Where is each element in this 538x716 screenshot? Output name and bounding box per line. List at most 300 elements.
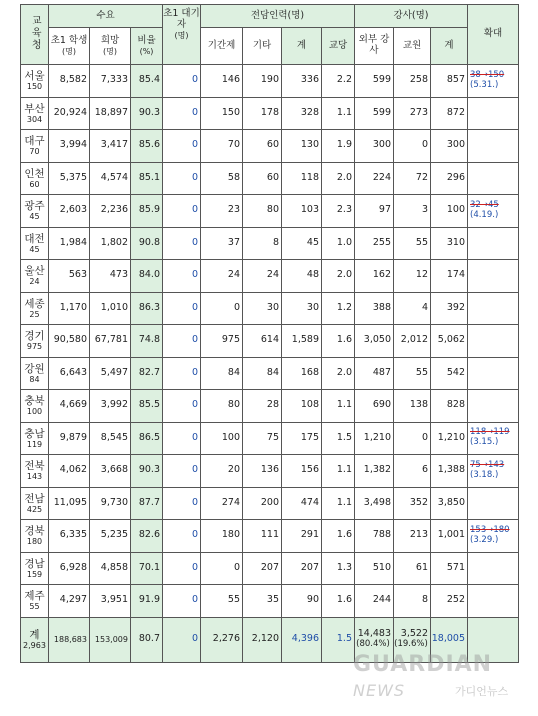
cell-wish: 3,992 (90, 390, 131, 423)
region-count: 180 (26, 537, 43, 547)
region-count: 24 (29, 277, 40, 287)
cell-region (21, 130, 49, 163)
region-count: 70 (29, 147, 40, 157)
cell-per-class: 2.0 (322, 162, 355, 195)
cell-waiting: 0 (163, 162, 201, 195)
total-wish: 153,009 (90, 617, 131, 662)
total-external: 14,483 (80.4%) (355, 617, 394, 662)
cell-contract: 180 (201, 520, 243, 553)
table-row (21, 455, 519, 488)
cell-wish: 473 (90, 260, 131, 293)
cell-inst-total: 300 (431, 130, 468, 163)
header-teacher: 교원 (394, 28, 431, 65)
cell-waiting: 0 (163, 487, 201, 520)
cell-waiting: 0 (163, 97, 201, 130)
cell-subtotal: 48 (282, 260, 322, 293)
cell-subtotal: 45 (282, 227, 322, 260)
cell-expansion (468, 195, 519, 228)
cell-per-class: 1.6 (322, 520, 355, 553)
cell-other: 207 (243, 552, 282, 585)
cell-teacher: 55 (394, 357, 431, 390)
region-count: 84 (29, 374, 40, 384)
cell-other: 8 (243, 227, 282, 260)
cell-region (21, 292, 49, 325)
cell-external: 3,050 (355, 325, 394, 358)
cell-contract: 23 (201, 195, 243, 228)
cell-inst-total: 542 (431, 357, 468, 390)
cell-waiting: 0 (163, 585, 201, 618)
cell-waiting: 0 (163, 422, 201, 455)
table-row (21, 585, 519, 618)
cell-expansion (468, 292, 519, 325)
cell-students: 9,879 (49, 422, 90, 455)
cell-region (21, 357, 49, 390)
table-row (21, 487, 519, 520)
cell-ratio: 85.6 (131, 130, 163, 163)
header-office: 교육청 (21, 5, 49, 65)
cell-students: 5,375 (49, 162, 90, 195)
cell-external: 224 (355, 162, 394, 195)
total-contract: 2,276 (201, 617, 243, 662)
table-row (21, 195, 519, 228)
cell-wish: 7,333 (90, 65, 131, 98)
cell-ratio: 74.8 (131, 325, 163, 358)
region-count: 45 (29, 244, 40, 254)
cell-per-class: 1.0 (322, 227, 355, 260)
cell-other: 60 (243, 130, 282, 163)
cell-subtotal: 103 (282, 195, 322, 228)
cell-region (21, 227, 49, 260)
cell-teacher: 6 (394, 455, 431, 488)
cell-per-class: 1.2 (322, 292, 355, 325)
cell-waiting: 0 (163, 325, 201, 358)
table-row (21, 422, 519, 455)
cell-per-class: 1.1 (322, 97, 355, 130)
cell-wish: 3,417 (90, 130, 131, 163)
header-external: 외부 강사 (355, 28, 394, 65)
region-name: 충북 (24, 395, 45, 408)
header-inst-total: 계 (431, 28, 468, 65)
region-name: 세종 (24, 297, 45, 310)
cell-expansion (468, 97, 519, 130)
cell-students: 6,928 (49, 552, 90, 585)
cell-teacher: 0 (394, 130, 431, 163)
cell-other: 178 (243, 97, 282, 130)
cell-region (21, 97, 49, 130)
cell-students: 563 (49, 260, 90, 293)
region-name: 강원 (24, 362, 45, 375)
cell-waiting: 0 (163, 195, 201, 228)
cell-per-class: 1.6 (322, 585, 355, 618)
total-label: 계 2,963 (21, 617, 49, 662)
cell-inst-total: 3,850 (431, 487, 468, 520)
cell-inst-total: 100 (431, 195, 468, 228)
expansion-range: 153→180 (470, 524, 510, 535)
cell-students: 1,984 (49, 227, 90, 260)
cell-contract: 80 (201, 390, 243, 423)
cell-contract: 150 (201, 97, 243, 130)
cell-expansion (468, 260, 519, 293)
cell-wish: 18,897 (90, 97, 131, 130)
cell-external: 1,210 (355, 422, 394, 455)
cell-expansion (468, 162, 519, 195)
cell-wish: 67,781 (90, 325, 131, 358)
cell-teacher: 12 (394, 260, 431, 293)
cell-other: 200 (243, 487, 282, 520)
cell-wish: 1,802 (90, 227, 131, 260)
table-row (21, 227, 519, 260)
header-subtotal: 계 (282, 28, 322, 65)
cell-other: 84 (243, 357, 282, 390)
cell-students: 3,994 (49, 130, 90, 163)
cell-wish: 1,010 (90, 292, 131, 325)
cell-external: 510 (355, 552, 394, 585)
header-waiting: 초1 대기자 (명) (163, 5, 201, 65)
expansion-range: 118→119 (470, 427, 510, 438)
cell-region (21, 520, 49, 553)
header-staff: 전담인력(명) (201, 5, 355, 28)
cell-contract: 975 (201, 325, 243, 358)
cell-contract: 55 (201, 585, 243, 618)
cell-waiting: 0 (163, 520, 201, 553)
cell-region (21, 487, 49, 520)
cell-teacher: 273 (394, 97, 431, 130)
cell-subtotal: 30 (282, 292, 322, 325)
cell-inst-total: 5,062 (431, 325, 468, 358)
total-students: 188,683 (49, 617, 90, 662)
table-row (21, 552, 519, 585)
cell-expansion (468, 65, 519, 98)
table-row (21, 520, 519, 553)
cell-expansion (468, 422, 519, 455)
cell-waiting: 0 (163, 227, 201, 260)
cell-per-class: 1.3 (322, 552, 355, 585)
cell-external: 300 (355, 130, 394, 163)
cell-external: 599 (355, 65, 394, 98)
cell-subtotal: 291 (282, 520, 322, 553)
cell-subtotal: 108 (282, 390, 322, 423)
cell-region (21, 260, 49, 293)
region-count: 975 (26, 342, 43, 352)
header-expansion: 확대 (468, 5, 519, 65)
cell-region (21, 455, 49, 488)
cell-other: 136 (243, 455, 282, 488)
cell-external: 690 (355, 390, 394, 423)
total-ratio: 80.7 (131, 617, 163, 662)
cell-subtotal: 207 (282, 552, 322, 585)
expansion-date: (4.19.) (470, 209, 499, 220)
region-name: 부산 (24, 102, 45, 115)
cell-wish: 4,858 (90, 552, 131, 585)
cell-subtotal: 156 (282, 455, 322, 488)
expansion-date: (3.15.) (470, 437, 499, 448)
cell-inst-total: 296 (431, 162, 468, 195)
cell-contract: 24 (201, 260, 243, 293)
region-count: 25 (29, 309, 40, 319)
table-row (21, 130, 519, 163)
cell-per-class: 1.1 (322, 390, 355, 423)
cell-waiting: 0 (163, 390, 201, 423)
cell-students: 4,297 (49, 585, 90, 618)
cell-expansion (468, 487, 519, 520)
cell-teacher: 3 (394, 195, 431, 228)
cell-contract: 84 (201, 357, 243, 390)
cell-external: 3,498 (355, 487, 394, 520)
cell-ratio: 86.5 (131, 422, 163, 455)
cell-teacher: 8 (394, 585, 431, 618)
cell-region (21, 422, 49, 455)
total-teacher: 3,522 (19.6%) (394, 617, 431, 662)
region-name: 광주 (24, 200, 45, 213)
cell-other: 614 (243, 325, 282, 358)
cell-ratio: 82.7 (131, 357, 163, 390)
cell-contract: 100 (201, 422, 243, 455)
region-count: 425 (26, 504, 43, 514)
cell-ratio: 90.8 (131, 227, 163, 260)
cell-per-class: 1.9 (322, 130, 355, 163)
cell-external: 388 (355, 292, 394, 325)
cell-subtotal: 175 (282, 422, 322, 455)
cell-per-class: 1.6 (322, 325, 355, 358)
total-other: 2,120 (243, 617, 282, 662)
region-count: 45 (29, 212, 40, 222)
cell-ratio: 86.3 (131, 292, 163, 325)
cell-per-class: 1.5 (322, 422, 355, 455)
table-row (21, 260, 519, 293)
cell-teacher: 61 (394, 552, 431, 585)
cell-wish: 3,951 (90, 585, 131, 618)
cell-external: 97 (355, 195, 394, 228)
cell-expansion (468, 390, 519, 423)
cell-inst-total: 252 (431, 585, 468, 618)
cell-students: 6,643 (49, 357, 90, 390)
cell-teacher: 2,012 (394, 325, 431, 358)
cell-subtotal: 130 (282, 130, 322, 163)
cell-subtotal: 168 (282, 357, 322, 390)
cell-students: 4,062 (49, 455, 90, 488)
expansion-date: (5.31.) (470, 79, 499, 90)
region-name: 대전 (24, 232, 45, 245)
header-wish: 희망 (명) (90, 28, 131, 65)
cell-ratio: 85.5 (131, 390, 163, 423)
cell-region (21, 390, 49, 423)
cell-ratio: 84.0 (131, 260, 163, 293)
cell-ratio: 85.1 (131, 162, 163, 195)
cell-external: 244 (355, 585, 394, 618)
region-name: 전북 (24, 460, 45, 473)
region-count: 55 (29, 602, 40, 612)
cell-per-class: 2.3 (322, 195, 355, 228)
cell-waiting: 0 (163, 455, 201, 488)
table-row (21, 325, 519, 358)
region-count: 119 (26, 439, 43, 449)
table-row (21, 292, 519, 325)
cell-teacher: 258 (394, 65, 431, 98)
header-other: 기타 (243, 28, 282, 65)
cell-region (21, 195, 49, 228)
header-first-students: 초1 학생 (명) (49, 28, 90, 65)
cell-other: 190 (243, 65, 282, 98)
cell-expansion (468, 585, 519, 618)
region-count: 143 (26, 472, 43, 482)
cell-students: 2,603 (49, 195, 90, 228)
cell-wish: 4,574 (90, 162, 131, 195)
cell-ratio: 70.1 (131, 552, 163, 585)
cell-inst-total: 872 (431, 97, 468, 130)
cell-other: 80 (243, 195, 282, 228)
cell-wish: 2,236 (90, 195, 131, 228)
cell-other: 60 (243, 162, 282, 195)
cell-other: 35 (243, 585, 282, 618)
cell-wish: 9,730 (90, 487, 131, 520)
total-per-class: 1.5 (322, 617, 355, 662)
watermark-logo: GUARDIAN NEWS (353, 652, 493, 700)
region-name: 서울 (24, 70, 45, 83)
cell-other: 75 (243, 422, 282, 455)
region-count: 60 (29, 179, 40, 189)
cell-students: 6,335 (49, 520, 90, 553)
header-contract: 기간제 (201, 28, 243, 65)
cell-expansion (468, 130, 519, 163)
total-inst-total: 18,005 (431, 617, 468, 662)
cell-external: 788 (355, 520, 394, 553)
table-row (21, 390, 519, 423)
cell-external: 255 (355, 227, 394, 260)
cell-contract: 37 (201, 227, 243, 260)
cell-students: 8,582 (49, 65, 90, 98)
cell-contract: 20 (201, 455, 243, 488)
region-name: 전남 (24, 492, 45, 505)
cell-waiting: 0 (163, 357, 201, 390)
cell-waiting: 0 (163, 292, 201, 325)
cell-students: 4,669 (49, 390, 90, 423)
cell-subtotal: 474 (282, 487, 322, 520)
cell-inst-total: 571 (431, 552, 468, 585)
cell-subtotal: 118 (282, 162, 322, 195)
cell-inst-total: 392 (431, 292, 468, 325)
cell-wish: 3,668 (90, 455, 131, 488)
table-row (21, 357, 519, 390)
cell-wish: 5,235 (90, 520, 131, 553)
cell-subtotal: 90 (282, 585, 322, 618)
cell-expansion (468, 357, 519, 390)
cell-teacher: 352 (394, 487, 431, 520)
cell-students: 20,924 (49, 97, 90, 130)
cell-subtotal: 1,589 (282, 325, 322, 358)
cell-expansion (468, 552, 519, 585)
cell-per-class: 2.2 (322, 65, 355, 98)
cell-region (21, 65, 49, 98)
cell-expansion (468, 455, 519, 488)
region-name: 제주 (24, 590, 45, 603)
cell-inst-total: 310 (431, 227, 468, 260)
region-count: 304 (26, 114, 43, 124)
cell-waiting: 0 (163, 130, 201, 163)
cell-per-class: 2.0 (322, 260, 355, 293)
table-body (21, 65, 519, 618)
cell-contract: 0 (201, 552, 243, 585)
cell-students: 1,170 (49, 292, 90, 325)
cell-contract: 146 (201, 65, 243, 98)
cell-ratio: 85.9 (131, 195, 163, 228)
cell-expansion (468, 325, 519, 358)
cell-contract: 274 (201, 487, 243, 520)
cell-ratio: 91.9 (131, 585, 163, 618)
table-row (21, 162, 519, 195)
expansion-range: 38→150 (470, 69, 505, 80)
cell-subtotal: 328 (282, 97, 322, 130)
expansion-date: (3.29.) (470, 534, 499, 545)
cell-external: 487 (355, 357, 394, 390)
cell-ratio: 82.6 (131, 520, 163, 553)
region-name: 대구 (24, 135, 45, 148)
expansion-date: (3.18.) (470, 469, 499, 480)
cell-inst-total: 857 (431, 65, 468, 98)
region-name: 경기 (24, 330, 45, 343)
table-row (21, 97, 519, 130)
cell-other: 111 (243, 520, 282, 553)
cell-inst-total: 1,001 (431, 520, 468, 553)
region-name: 울산 (24, 265, 45, 278)
header-demand: 수요 (49, 5, 163, 28)
cell-teacher: 4 (394, 292, 431, 325)
cell-ratio: 85.4 (131, 65, 163, 98)
cell-teacher: 213 (394, 520, 431, 553)
cell-other: 30 (243, 292, 282, 325)
cell-subtotal: 336 (282, 65, 322, 98)
cell-external: 599 (355, 97, 394, 130)
cell-inst-total: 828 (431, 390, 468, 423)
cell-region (21, 585, 49, 618)
header-per-class: 교당 (322, 28, 355, 65)
cell-per-class: 1.1 (322, 455, 355, 488)
cell-ratio: 87.7 (131, 487, 163, 520)
region-name: 경북 (24, 525, 45, 538)
cell-teacher: 138 (394, 390, 431, 423)
cell-inst-total: 174 (431, 260, 468, 293)
cell-other: 24 (243, 260, 282, 293)
cell-expansion (468, 520, 519, 553)
cell-external: 1,382 (355, 455, 394, 488)
cell-teacher: 72 (394, 162, 431, 195)
table-row (21, 65, 519, 98)
cell-contract: 0 (201, 292, 243, 325)
cell-region (21, 162, 49, 195)
cell-students: 11,095 (49, 487, 90, 520)
region-count: 159 (26, 569, 43, 579)
cell-other: 28 (243, 390, 282, 423)
region-name: 인천 (24, 167, 45, 180)
total-subtotal: 4,396 (282, 617, 322, 662)
cell-wish: 8,545 (90, 422, 131, 455)
cell-teacher: 55 (394, 227, 431, 260)
cell-per-class: 2.0 (322, 357, 355, 390)
cell-ratio: 90.3 (131, 97, 163, 130)
cell-region (21, 325, 49, 358)
cell-ratio: 90.3 (131, 455, 163, 488)
care-program-table (20, 4, 519, 663)
cell-students: 90,580 (49, 325, 90, 358)
header-instructors: 강사(명) (355, 5, 468, 28)
region-name: 경남 (24, 557, 45, 570)
region-count: 150 (26, 82, 43, 92)
expansion-range: 32→45 (470, 199, 499, 210)
cell-waiting: 0 (163, 552, 201, 585)
cell-contract: 58 (201, 162, 243, 195)
cell-expansion (468, 227, 519, 260)
cell-external: 162 (355, 260, 394, 293)
cell-per-class: 1.1 (322, 487, 355, 520)
